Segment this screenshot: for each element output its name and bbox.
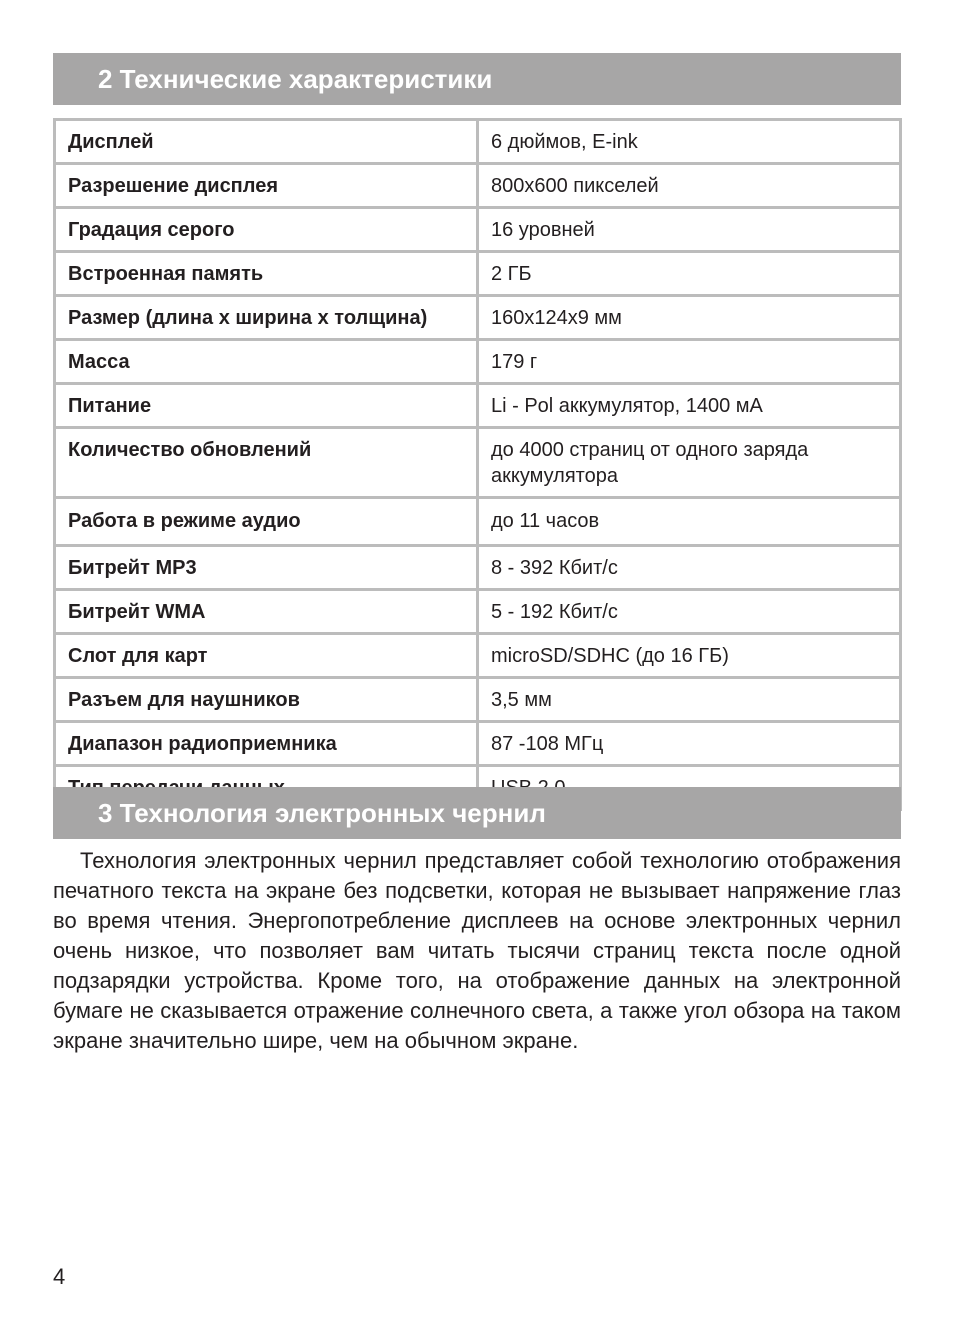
page-number: 4 [53, 1264, 66, 1289]
spec-key: Диапазон радиоприемника [55, 722, 478, 766]
spec-value: до 4000 страниц от одного заряда аккумулятора [478, 428, 901, 498]
specifications-table [53, 118, 902, 811]
table-row [55, 546, 901, 590]
spec-value: 8 - 392 Кбит/с [478, 546, 901, 590]
spec-value: 179 г [478, 340, 901, 384]
section-2-title: 2 Технические характеристики [98, 63, 493, 94]
table-row [55, 340, 901, 384]
spec-key: Масса [55, 340, 478, 384]
table-row [55, 296, 901, 340]
spec-key: Слот для карт [55, 634, 478, 678]
spec-value: microSD/SDHC (до 16 ГБ) [478, 634, 901, 678]
table-row [55, 678, 901, 722]
spec-key: Количество обновлений [55, 428, 478, 498]
spec-value: 2 ГБ [478, 252, 901, 296]
table-row [55, 428, 901, 498]
table-row [55, 164, 901, 208]
table-row [55, 634, 901, 678]
spec-key: Градация серого [55, 208, 478, 252]
e-ink-description-paragraph: Технология электронных чернил представляет собой технологию отображения печатного текста на экране без подсветки, которая не вызывает напряжение глаз во время чтения. Энергопотребление дисплеев на основе электронных чернил очень низкое, что позволяет вам читать тысячи страниц текста после одной подзарядки устройства. Кроме того, на отображение данных на электронной бумаге не сказывается отражение солнечного света, а также угол обзора на таком экране значительно шире, чем на обычном экране. [53, 848, 901, 1053]
spec-key: Работа в режиме аудио [55, 498, 478, 546]
spec-key: Битрейт WMA [55, 590, 478, 634]
spec-value: 800x600 пикселей [478, 164, 901, 208]
spec-key: Разрешение дисплея [55, 164, 478, 208]
spec-key: Размер (длина x ширина x толщина) [55, 296, 478, 340]
spec-key: Питание [55, 384, 478, 428]
spec-key: Битрейт MP3 [55, 546, 478, 590]
spec-value: 5 - 192 Кбит/с [478, 590, 901, 634]
table-row [55, 384, 901, 428]
table-row [55, 498, 901, 546]
spec-key: Встроенная память [55, 252, 478, 296]
spec-key: Дисплей [55, 120, 478, 164]
section-3-heading [53, 787, 901, 839]
table-row [55, 722, 901, 766]
table-row [55, 208, 901, 252]
table-row [55, 252, 901, 296]
spec-value: 3,5 мм [478, 678, 901, 722]
spec-key: Разъем для наушников [55, 678, 478, 722]
table-row [55, 120, 901, 164]
spec-value: 160x124x9 мм [478, 296, 901, 340]
spec-value: 6 дюймов, E-ink [478, 120, 901, 164]
table-row [55, 590, 901, 634]
section-3-title: 3 Технология электронных чернил [98, 797, 546, 828]
spec-value: 16 уровней [478, 208, 901, 252]
section-2-heading [53, 53, 901, 105]
spec-value: 87 -108 МГц [478, 722, 901, 766]
spec-value: Li - Pol аккумулятор, 1400 мА [478, 384, 901, 428]
spec-value: до 11 часов [478, 498, 901, 546]
